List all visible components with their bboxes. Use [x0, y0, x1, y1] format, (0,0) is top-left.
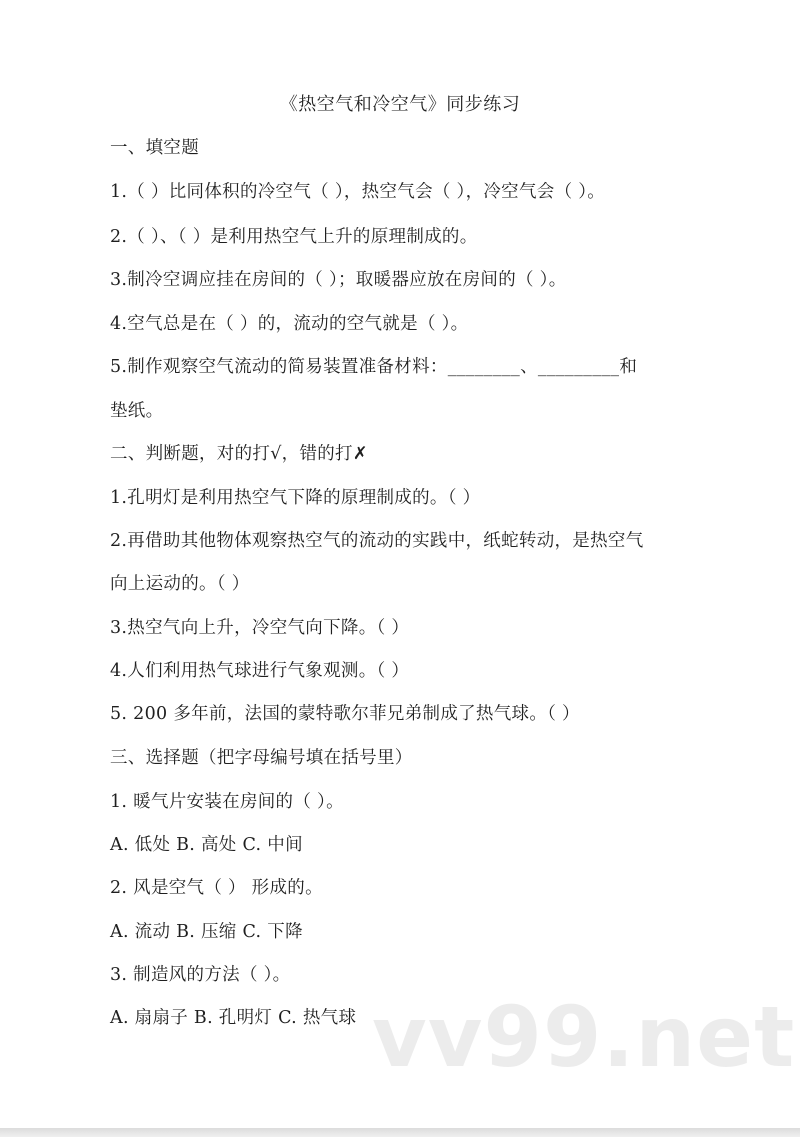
question-tf-5: 5. 200 多年前，法国的蒙特歌尔菲兄弟制成了热气球。（ ）	[110, 704, 580, 724]
question-tf-4: 4.人们利用热气球进行气象观测。（ ）	[110, 661, 410, 681]
question-mc-3-options: A. 扇扇子 B. 孔明灯 C. 热气球	[110, 1008, 357, 1028]
question-fill-1: 1.（ ）比同体积的冷空气（ ），热空气会（ ），冷空气会（ ）。	[110, 182, 606, 202]
question-fill-5: 5.制作观察空气流动的简易装置准备材料：________、_________和	[110, 357, 638, 377]
section-heading-true-false: 二、判断题，对的打√，错的打✗	[110, 444, 368, 464]
section-heading-fill-blank: 一、填空题	[110, 138, 199, 158]
section-heading-multiple-choice: 三、选择题（把字母编号填在括号里）	[110, 748, 413, 768]
question-fill-3: 3.制冷空调应挂在房间的（ ）；取暖器应放在房间的（ ）。	[110, 270, 567, 290]
page-bottom-edge	[0, 1128, 800, 1137]
question-tf-1: 1.孔明灯是利用热空气下降的原理制成的。（ ）	[110, 488, 481, 508]
question-fill-4: 4.空气总是在（ ）的，流动的空气就是（ ）。	[110, 314, 469, 334]
question-mc-3: 3. 制造风的方法（ ）。	[110, 965, 291, 985]
question-fill-2: 2.（ ）、（ ）是利用热空气上升的原理制成的。	[110, 227, 478, 247]
question-tf-3: 3.热空气向上升，冷空气向下降。（ ）	[110, 618, 410, 638]
question-mc-1-options: A. 低处 B. 高处 C. 中间	[110, 835, 303, 855]
question-fill-5-continued: 垫纸。	[110, 401, 164, 421]
question-mc-2: 2. 风是空气（ ） 形成的。	[110, 878, 323, 898]
question-mc-2-options: A. 流动 B. 压缩 C. 下降	[110, 922, 303, 942]
question-tf-2: 2.再借助其他物体观察热空气的流动的实践中，纸蛇转动，是热空气	[110, 531, 644, 551]
question-mc-1: 1. 暖气片安装在房间的（ ）。	[110, 792, 344, 812]
question-tf-2-continued: 向上运动的。（ ）	[110, 574, 250, 594]
page-title: 《热空气和冷空气》同步练习	[279, 94, 521, 115]
site-watermark: vv99.net	[372, 988, 796, 1086]
